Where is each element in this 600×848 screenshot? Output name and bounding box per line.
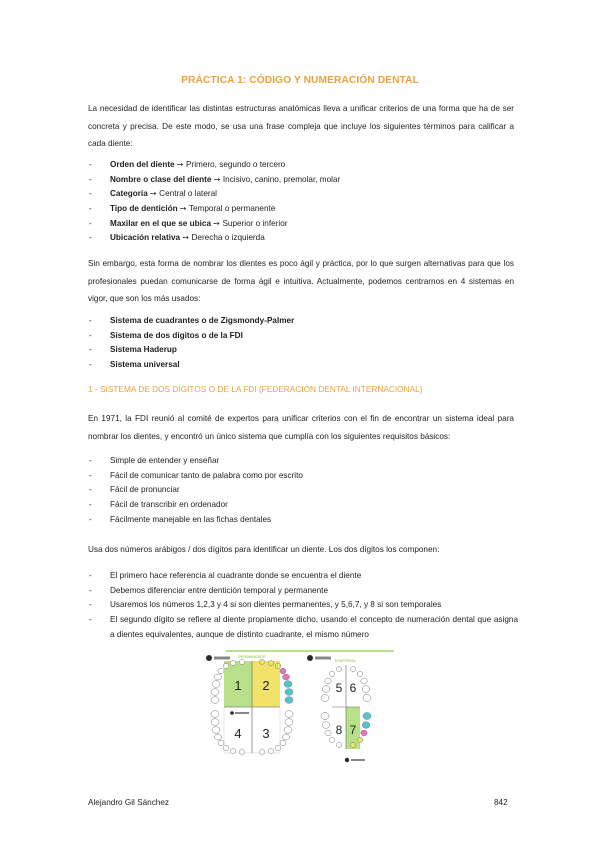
list-item: - Tipo de dentición ➙ Temporal o permanente	[89, 204, 276, 214]
fdi-paragraph: En 1971, la FDI reunió al comité de expertos para unificar criterios con el fin de encontrar un sistema ideal para nombrar los dientes, y encontró un único sistema que cumplía con los siguientes requisitos básicos:	[88, 414, 514, 441]
permanent-chart	[206, 654, 293, 754]
list-item: - El segundo dígito se refiere al diente propiamente dicho, usando el concepto de numeración dental que asigna a dientes equivalentes, aunque de distinto cuadrante, el mismo número	[89, 615, 518, 639]
dental-numbering-figure	[204, 650, 394, 765]
section-heading: 1 - SISTEMA DE DOS DÍGITOS O DE LA FDI (FEDERACIÓN DENTAL INTERNACIONAL)	[88, 384, 423, 394]
list-item: - Categoría ➙ Central o lateral	[89, 189, 217, 199]
quadrant-6: 6	[349, 681, 357, 695]
terms-list	[88, 158, 518, 246]
list-item: - Sistema de cuadrantes o de Zigsmondy-Palmer	[89, 316, 295, 325]
quadrant-4: 4	[234, 726, 242, 741]
temporary-chart	[307, 655, 371, 762]
list-item: - Maxilar en el que se ubica ➙ Superior o inferior	[89, 218, 288, 228]
list-item: - Sistema Haderup	[89, 345, 177, 355]
footer-page-number: 842	[494, 798, 508, 807]
quadrant-3: 3	[262, 726, 270, 741]
quadrant-1: 1	[234, 678, 242, 693]
footer-author: Alejandro Gil Sánchez	[88, 798, 170, 807]
quadrant-5: 5	[335, 681, 343, 695]
list-item: - Nombre o clase del diente ➙ Incisivo, canino, premolar, molar	[89, 174, 341, 184]
list-item: - Sistema de dos dígitos o de la FDI	[89, 330, 243, 340]
list-item: - Orden del diente ➙ Primero, segundo o tercero	[89, 160, 286, 169]
list-item: - El primero hace referencia al cuadrante donde se encuentra el diente	[89, 571, 362, 580]
list-item: - Sistema universal	[89, 360, 180, 370]
list-item: - Simple de entender y enseñar	[89, 456, 220, 465]
intro-paragraph: La necesidad de identificar las distintas estructuras anatómicas lleva a unificar criterios de una forma que ha de ser concreta y precisa. De este modo, se usa una frase compleja que incluye los siguientes términos para calificar a cada diente:	[88, 104, 514, 148]
list-item: - Fácil de comunicar tanto de palabra como por escrito	[89, 470, 303, 480]
digits-intro-paragraph: Usa dos números arábigos / dos dígitos para identificar un diente. Los dos dígitos los componen:	[88, 545, 440, 554]
systems-list	[88, 314, 518, 373]
list-item: - Ubicación relativa ➙ Derecha o izquierda	[89, 233, 265, 243]
label-temporal: TEMPORAL	[333, 658, 357, 663]
quadrant-2: 2	[262, 678, 270, 693]
requirements-list	[88, 454, 518, 527]
digits-list	[88, 569, 518, 643]
quadrant-8: 8	[335, 723, 343, 737]
label-permanente: PERMANENTE	[238, 654, 266, 659]
list-item: - Fácilmente manejable en las fichas dentales	[89, 514, 272, 524]
list-item: - Fácil de pronunciar	[89, 485, 180, 495]
list-item: - Fácil de transcribir en ordenador	[89, 500, 228, 510]
list-item: - Usaremos los números 1,2,3 y 4 si son dientes permanentes, y 5,6,7, y 8 si son temporales	[89, 600, 442, 610]
quadrant-7: 7	[349, 723, 357, 737]
systems-intro-paragraph: Sin embargo, esta forma de nombrar los dientes es poco ágil y práctica, por lo que surgen alternativas para que los profesionales puedan comunicarse de forma ágil e intuitiva. Actualmente, podemos centrarnos en 4 sistemas en vigor, que son los más usados:	[88, 259, 514, 303]
list-item: - Debemos diferenciar entre dentición temporal y permanente	[89, 585, 328, 595]
page-title: PRÁCTICA 1: CÓDIGO Y NUMERACIÓN DENTAL	[181, 75, 419, 86]
